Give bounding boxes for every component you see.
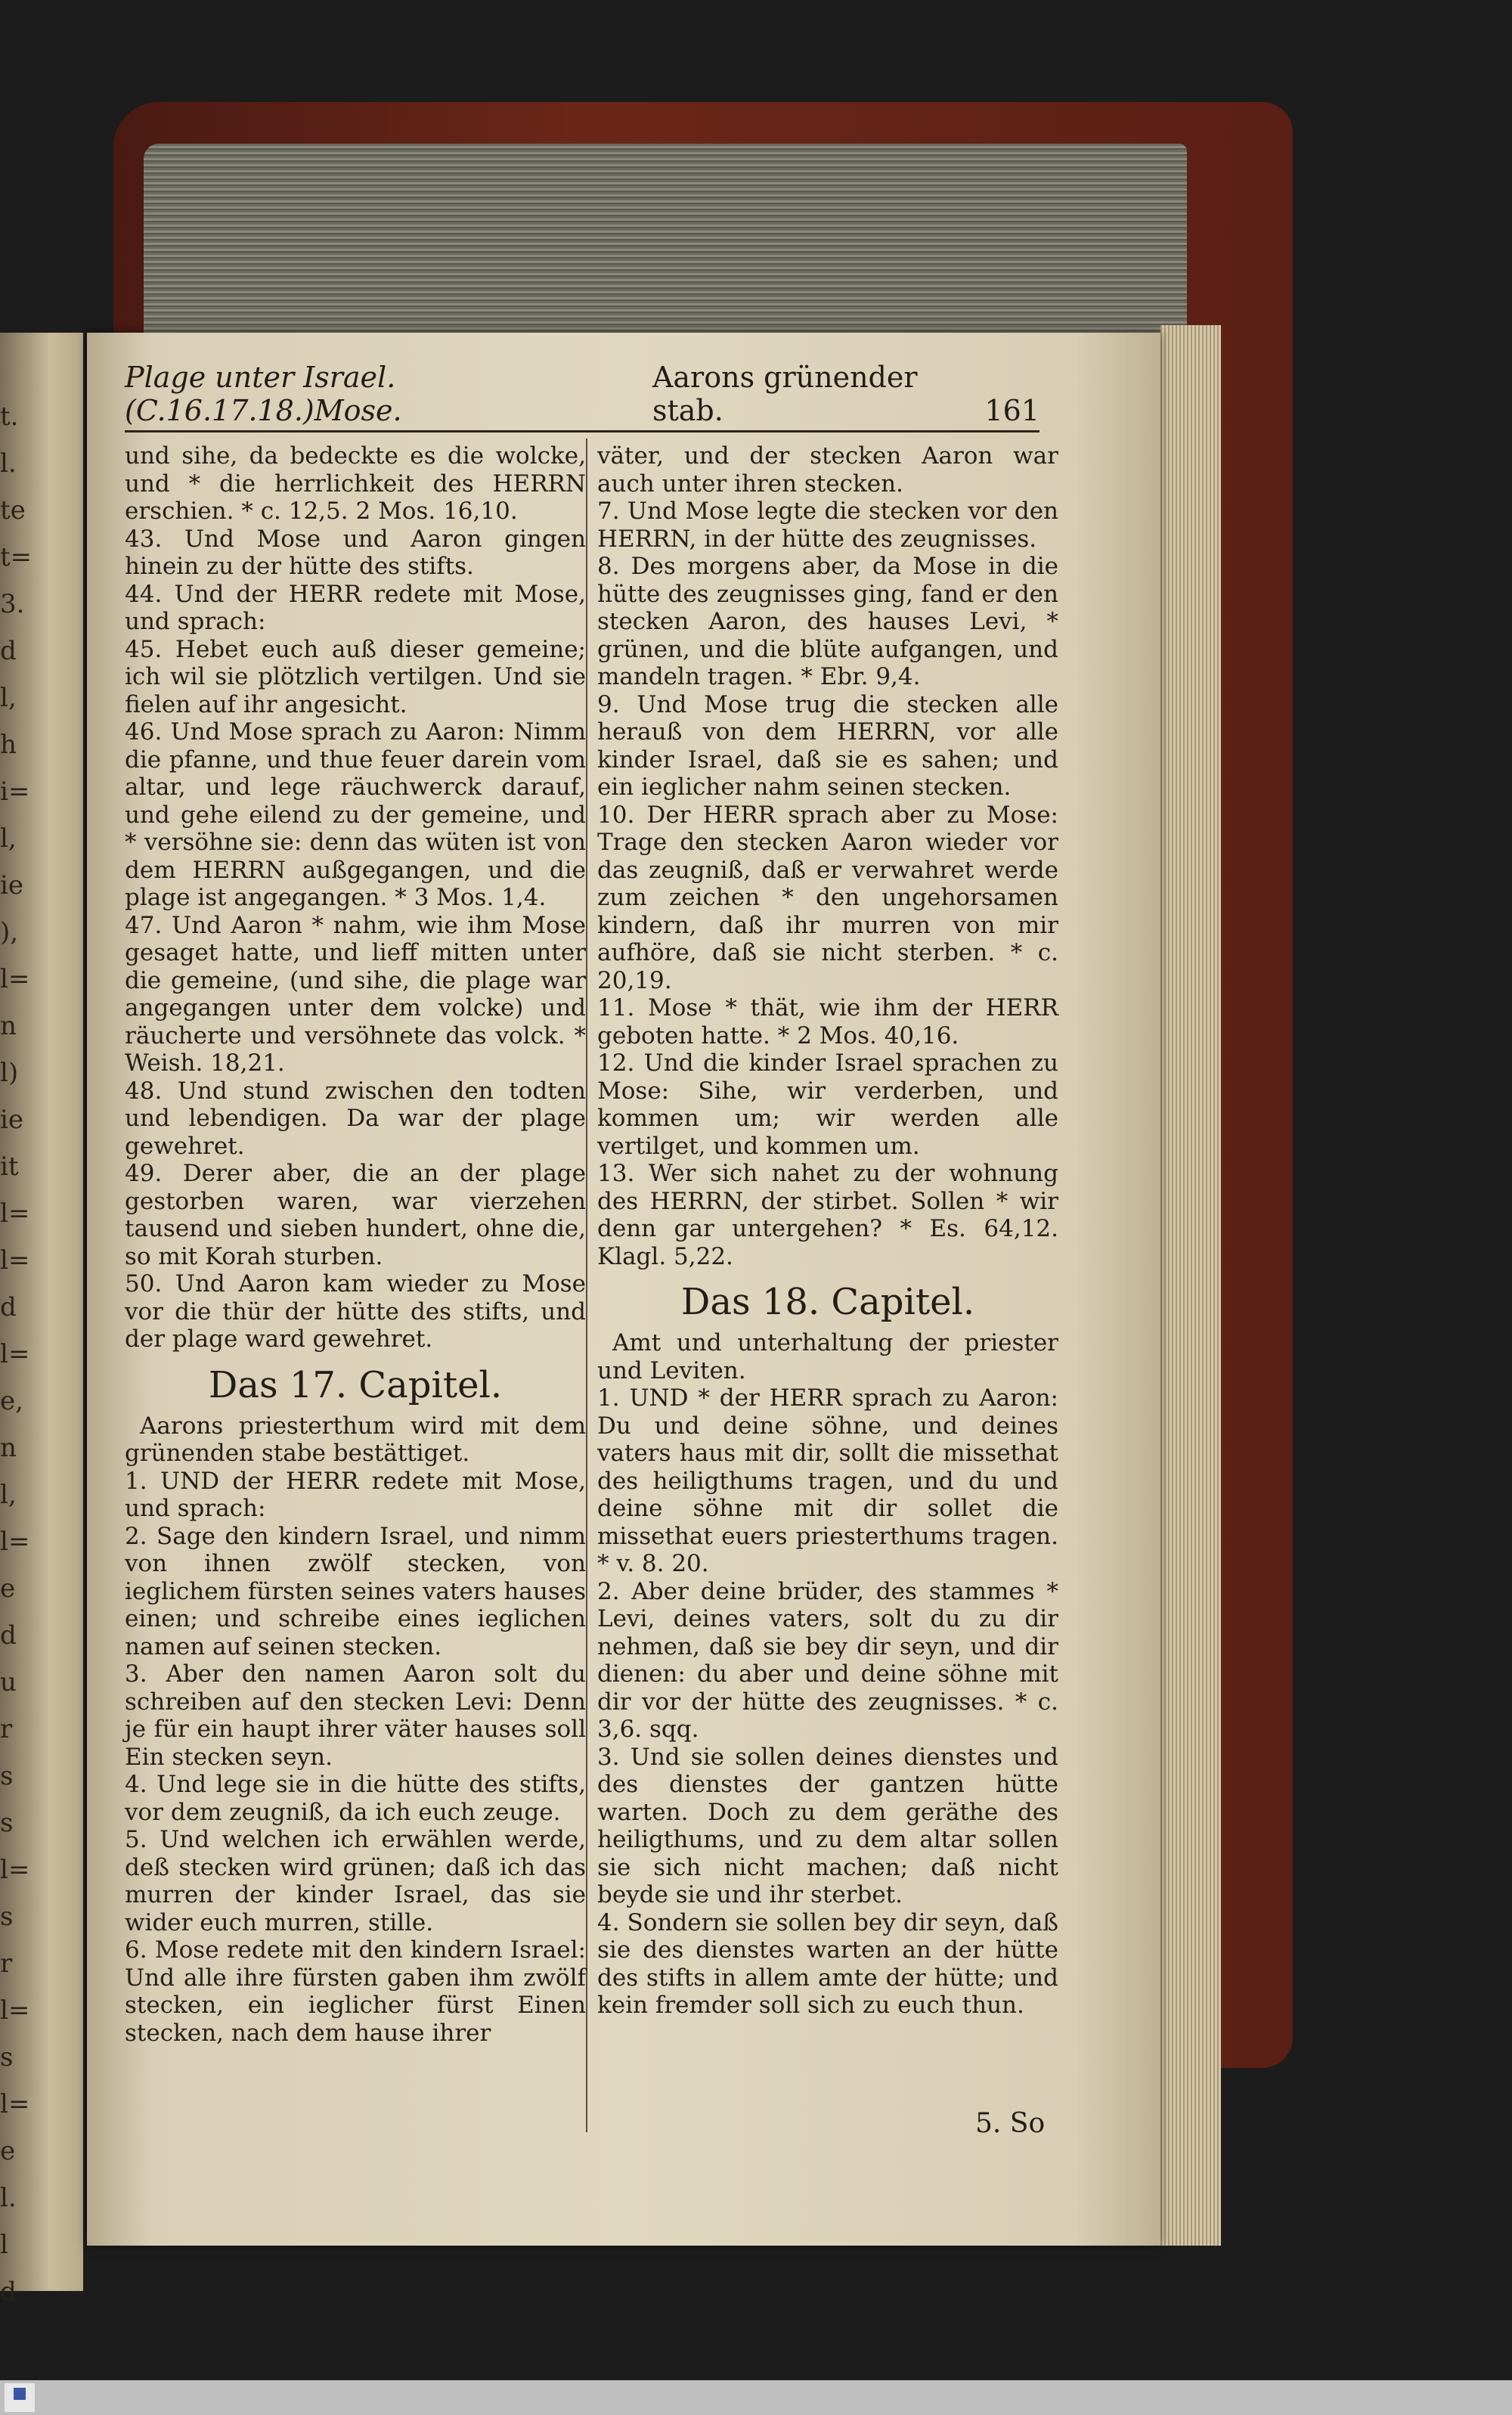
column-divider bbox=[586, 439, 587, 2132]
left-column bbox=[125, 442, 586, 2047]
verse: 13. Wer sich nahet zu der wohnung des HERRN, der stirbet. Sollen * wir denn gar untergehen? * Es. 64,12. Klagl. 5,22. bbox=[597, 1160, 1058, 1270]
verse: 46. Und Mose sprach zu Aaron: Nimm die pfanne, und thue feuer darein vom altar, und lege räuchwerck darauf, und gehe eilend zu der gemeine, und * versöhne sie: denn das wüten ist von dem HERRN außgegangen, und die plage ist angegangen. * 3 Mos. 1,4. bbox=[125, 718, 586, 911]
left-page-fragment: t. bbox=[0, 401, 19, 432]
verse: 45. Hebet euch auß dieser gemeine; ich wil sie plötzlich vertilgen. Und sie fielen auf ihr angesicht. bbox=[125, 635, 586, 718]
left-page-fragment: l) bbox=[0, 1058, 19, 1088]
library-logo-icon bbox=[5, 2383, 35, 2412]
catchword: 5. So bbox=[975, 2108, 1046, 2139]
verse: 43. Und Mose und Aaron gingen hinein zu der hütte des stifts. bbox=[125, 525, 586, 580]
left-page-fragments bbox=[0, 393, 33, 2315]
chapter-17-heading: Das 17. Capitel. bbox=[208, 1363, 503, 1406]
verse: 3. Aber den namen Aaron solt du schreiben auf den stecken Levi: Denn je für ein haupt ihrer väter hauses soll Ein stecken seyn. bbox=[125, 1660, 586, 1771]
verse: 7. Und Mose legte die stecken vor den HERRN, in der hütte des zeugnisses. bbox=[597, 498, 1058, 553]
verse: väter, und der stecken Aaron war auch unter ihren stecken. bbox=[597, 442, 1058, 498]
left-page-fragment: l, bbox=[0, 683, 17, 713]
chapter-18-verses bbox=[597, 1384, 1058, 2020]
verse: 5. Und welchen ich erwählen werde, deß stecken wird grünen; daß ich das murren der kinder Israel, das sie wider euch murren, stille. bbox=[125, 1826, 586, 1936]
left-page-fragment: l= bbox=[0, 1198, 30, 1229]
left-page-fragment: ), bbox=[0, 917, 19, 947]
verse: 1. UND * der HERR sprach zu Aaron: Du und deine söhne, und deines vaters haus mit dir, sollt die missethat des heiligthums tragen, und du und deine söhne mit dir sollet die missethat euers priesterthums tragen. * v. 8. 20. bbox=[597, 1384, 1058, 1577]
left-page-fragment: d bbox=[0, 1292, 17, 1322]
left-page-fragment: s bbox=[0, 1808, 14, 1838]
page-stack-edge bbox=[1160, 325, 1221, 2246]
chapter-18-heading: Das 18. Capitel. bbox=[680, 1281, 975, 1323]
left-page-fragment: l= bbox=[0, 1245, 30, 1276]
header-right: Aarons grünender stab. bbox=[652, 361, 918, 427]
left-page-fragment: u bbox=[0, 1667, 17, 1697]
verse: 49. Derer aber, die an der plage gestorben waren, war vierzehen tausend und sieben hundert, ohne die, so mit Korah sturben. bbox=[125, 1160, 586, 1270]
verse: 2. Sage den kindern Israel, und nimm von ihnen zwölf stecken, von ieglichem fürsten seines vaters hauses einen; und schreibe eines ieglichen namen auf seinen stecken. bbox=[125, 1522, 586, 1660]
left-page-fragment: s bbox=[0, 1761, 14, 1791]
left-page-fragment: s bbox=[0, 2042, 14, 2072]
verse: 48. Und stund zwischen den todten und lebendigen. Da war der plage gewehret. bbox=[125, 1077, 586, 1160]
left-page-fragment: it bbox=[0, 1152, 19, 1182]
left-page-fragment: ie bbox=[0, 1105, 23, 1135]
left-column-verses bbox=[125, 442, 586, 1353]
verse: 12. Und die kinder Israel sprachen zu Mose: Sihe, wir verderben, und kommen um; wir werden alle vertilget, und kommen um. bbox=[597, 1049, 1058, 1160]
left-page-fragment: l, bbox=[0, 1480, 17, 1510]
left-page-fragment: l= bbox=[0, 1339, 30, 1369]
left-page-fragment: l bbox=[0, 2230, 8, 2260]
left-page-fragment: l. bbox=[0, 2183, 17, 2213]
left-page-fragment: l= bbox=[0, 1995, 30, 2026]
right-column-verses bbox=[597, 442, 1058, 1270]
left-page-fragment: l= bbox=[0, 1855, 30, 1885]
left-page-fragment: n bbox=[0, 1011, 17, 1041]
verse: 4. Und lege sie in die hütte des stifts, vor dem zeugniß, da ich euch zeuge. bbox=[125, 1771, 586, 1826]
left-page-fragment: s bbox=[0, 1902, 14, 1932]
page-number: 161 bbox=[984, 394, 1040, 427]
verse: 10. Der HERR sprach aber zu Mose: Trage den stecken Aaron wieder vor das zeugniß, daß er verwahret werde zum zeichen * den ungehorsamen kindern, daß ihr murren von mir aufhöre, daß sie nicht sterben. * c. 20,19. bbox=[597, 801, 1058, 994]
verse: 44. Und der HERR redete mit Mose, und sprach: bbox=[125, 580, 586, 635]
left-page-fragment: e bbox=[0, 1573, 16, 1604]
left-page-fragment: e, bbox=[0, 1386, 23, 1416]
left-page-fragment: ie bbox=[0, 870, 23, 901]
left-page-fragment: l= bbox=[0, 1527, 30, 1557]
left-page-fragment: r bbox=[0, 1948, 13, 1979]
left-page-fragment: r bbox=[0, 1714, 13, 1744]
left-page-fragment: h bbox=[0, 730, 17, 760]
left-page-fragment: l, bbox=[0, 823, 17, 854]
verse: 47. Und Aaron * nahm, wie ihm Mose gesaget hatte, und lieff mitten unter die gemeine, (und sihe, die plage war angegangen unter dem volcke) und räucherte und versöhnete das volck. * Weish. 18,21. bbox=[125, 911, 586, 1077]
left-page-fragment: l= bbox=[0, 964, 30, 994]
left-page-fragment: 3. bbox=[0, 589, 25, 619]
chapter-17-summary: Aarons priesterthum wird mit dem grünenden stabe bestättiget. bbox=[125, 1412, 586, 1467]
left-page-fragment: te bbox=[0, 495, 26, 525]
left-page-fragment: i= bbox=[0, 777, 30, 807]
left-page-fragment: l. bbox=[0, 448, 17, 479]
left-page-fragment: n bbox=[0, 1433, 17, 1463]
verse: 6. Mose redete mit den kindern Israel: Und alle ihre fürsten gaben ihm zwölf stecken, ein ieglicher fürst Einen stecken, nach dem hause ihrer bbox=[125, 1936, 586, 2047]
page-block-top bbox=[144, 144, 1187, 333]
left-page-fragment: t= bbox=[0, 542, 33, 572]
left-page-fragment: e bbox=[0, 2136, 16, 2166]
verse: 3. Und sie sollen deines dienstes und des dienstes der gantzen hütte warten. Doch zu dem geräthe des heiligthums, und zu dem altar sollen sie sich nicht machen; daß nicht beyde sie und ihr sterbet. bbox=[597, 1743, 1058, 1908]
verse: und sihe, da bedeckte es die wolcke, und * die herrlichkeit des HERRN erschien. * c. 12,5. 2 Mos. 16,10. bbox=[125, 442, 586, 525]
chapter-18-summary: Amt und unterhaltung der priester und Leviten. bbox=[597, 1329, 1058, 1384]
right-column bbox=[597, 442, 1058, 2020]
verse: 9. Und Mose trug die stecken alle herauß von dem HERRN, vor alle kinder Israel, daß sie es sahen; und ein ieglicher nahm seinen stecken. bbox=[597, 690, 1058, 801]
running-header bbox=[125, 361, 1040, 432]
verse: 4. Sondern sie sollen bey dir seyn, daß sie des dienstes warten an der hütte des stifts in allem amte der hütte; und kein fremder soll sich zu euch thun. bbox=[597, 1908, 1058, 2019]
verse: 8. Des morgens aber, da Mose in die hütte des zeugnisses ging, fand er den stecken Aaron, des hauses Levi, * grünen, und die blüte aufgangen, und mandeln tragen. * Ebr. 9,4. bbox=[597, 553, 1058, 690]
header-left: Plage unter Israel.(C.16.17.18.)Mose. bbox=[125, 361, 402, 427]
left-page-fragment: d bbox=[0, 1620, 17, 1651]
verse: 1. UND der HERR redete mit Mose, und sprach: bbox=[125, 1467, 586, 1522]
chapter-17-verses bbox=[125, 1468, 586, 2048]
verse: 2. Aber deine brüder, des stammes * Levi, deines vaters, solt du zu dir nehmen, daß sie bey dir seyn, und dir dienen: du aber und deine söhne mit dir vor der hütte des zeugnisses. * c. 3,6. sqq. bbox=[597, 1577, 1058, 1743]
viewer-footer-bar bbox=[0, 2380, 1512, 2415]
verse: 50. Und Aaron kam wieder zu Mose vor die thür der hütte des stifts, und der plage ward gewehret. bbox=[125, 1270, 586, 1353]
left-page-fragment: l= bbox=[0, 2089, 30, 2119]
left-page-fragment: d bbox=[0, 2277, 17, 2307]
verse: 11. Mose * thät, wie ihm der HERR geboten hatte. * 2 Mos. 40,16. bbox=[597, 994, 1058, 1049]
left-page-fragment: d bbox=[0, 636, 17, 666]
